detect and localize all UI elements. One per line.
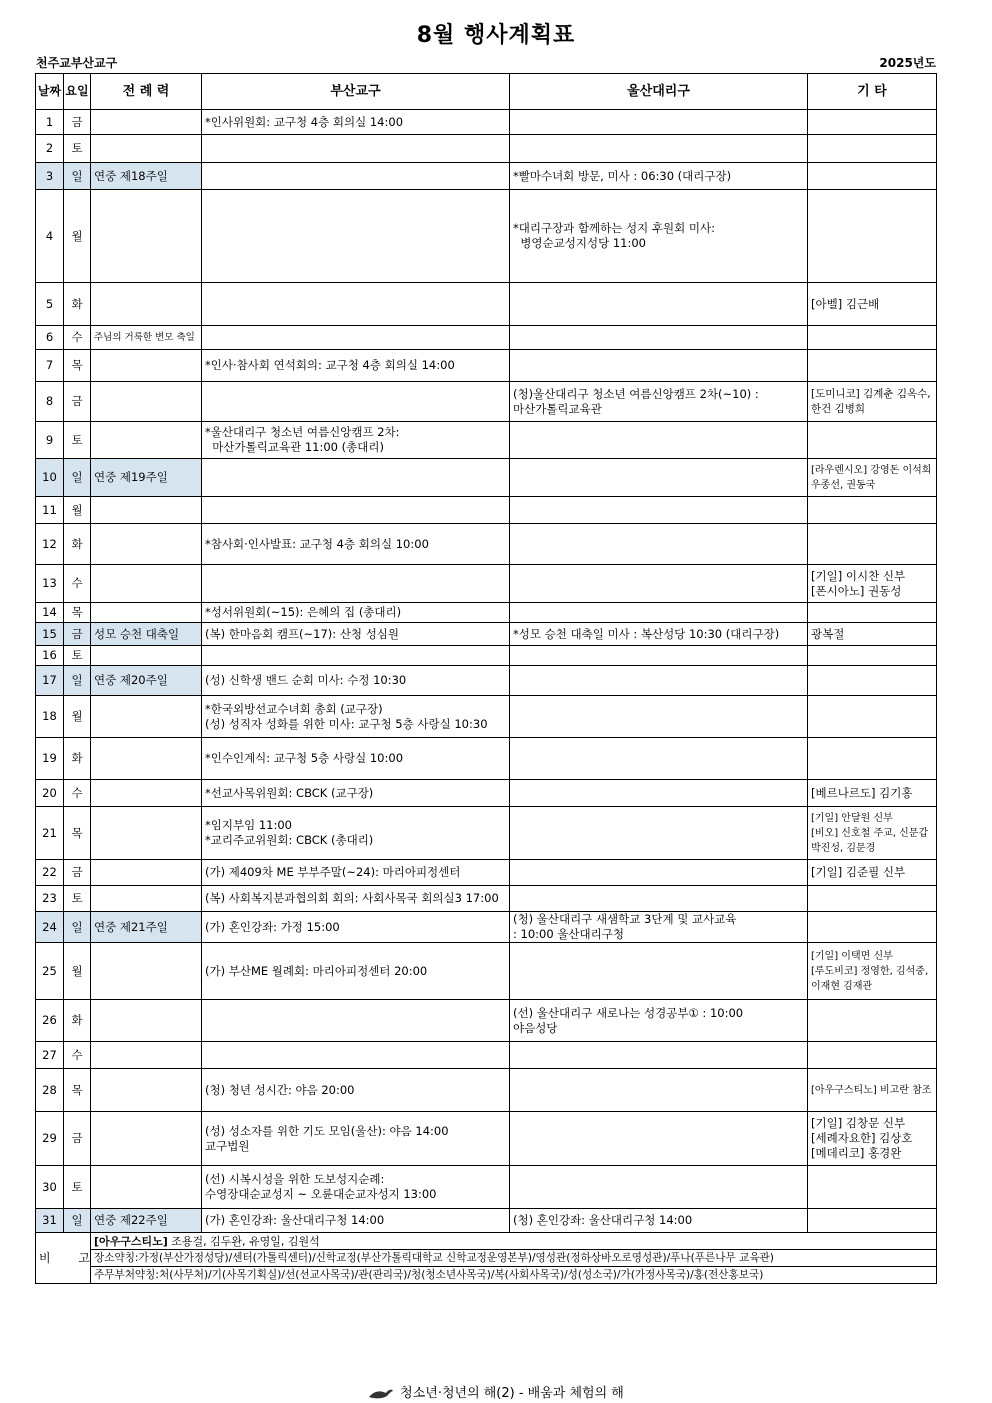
table-row xyxy=(36,350,937,382)
ulsan-cell: *성모 승천 대축일 미사 : 복산성당 10:30 (대리구장) xyxy=(510,623,808,646)
day-cell: 7 xyxy=(36,350,64,382)
etc-cell: [아벨] 김근배 xyxy=(808,283,937,326)
day-cell: 18 xyxy=(36,696,64,738)
day-cell: 30 xyxy=(36,1166,64,1209)
ulsan-cell xyxy=(510,110,808,135)
busan-cell: (선) 시복시성을 위한 도보성지순례: 수영장대순교성지 ~ 오륜대순교자성지 13:00 xyxy=(202,1166,510,1209)
liturgy-cell xyxy=(91,1000,202,1042)
busan-cell: (가) 제409차 ME 부부주말(~24): 마리아피정센터 xyxy=(202,860,510,886)
day-cell: 12 xyxy=(36,524,64,565)
liturgy-cell xyxy=(91,603,202,623)
day-cell: 21 xyxy=(36,807,64,860)
etc-cell xyxy=(808,696,937,738)
ulsan-cell: *빨마수녀회 방문, 미사 : 06:30 (대리구장) xyxy=(510,163,808,190)
busan-cell: *선교사목위원회: CBCK (교구장) xyxy=(202,780,510,807)
ulsan-cell xyxy=(510,738,808,780)
table-row xyxy=(36,1069,937,1112)
day-cell: 14 xyxy=(36,603,64,623)
day-cell: 6 xyxy=(36,326,64,350)
remarks-line-3: 주무부처약칭:처(사무처)/기(사목기획실)/선(선교사목국)/관(관리국)/청(청소년사목국)/복(사회사목국)/성(성소국)/가(가정사목국)/홍(전산홍보국) xyxy=(91,1267,937,1284)
ulsan-cell xyxy=(510,603,808,623)
day-cell: 15 xyxy=(36,623,64,646)
liturgy-cell: 주님의 거룩한 변모 축일 xyxy=(91,326,202,350)
etc-cell: [라우렌시오] 강영돈 이석희 우종선, 권동국 xyxy=(808,459,937,497)
etc-cell xyxy=(808,912,937,943)
table-row xyxy=(36,382,937,422)
table-row xyxy=(36,603,937,623)
schedule-table xyxy=(35,73,937,1284)
etc-cell: [기일] 이시찬 신부 [폰시아노] 권동성 xyxy=(808,565,937,603)
year-label: 2025년도 xyxy=(879,56,936,70)
liturgy-cell xyxy=(91,738,202,780)
table-row xyxy=(36,163,937,190)
liturgy-cell xyxy=(91,1042,202,1069)
busan-cell xyxy=(202,459,510,497)
weekday-cell: 월 xyxy=(64,190,91,283)
ulsan-cell xyxy=(510,943,808,1000)
etc-cell xyxy=(808,646,937,666)
weekday-cell: 수 xyxy=(64,780,91,807)
liturgy-cell xyxy=(91,646,202,666)
busan-cell: (성) 성소자를 위한 기도 모임(울산): 야음 14:00 교구법원 xyxy=(202,1112,510,1166)
busan-cell: (복) 사회복지분과협의회 회의: 사회사목국 회의실3 17:00 xyxy=(202,886,510,912)
etc-cell xyxy=(808,110,937,135)
ulsan-cell xyxy=(510,350,808,382)
weekday-cell: 화 xyxy=(64,1000,91,1042)
day-cell: 5 xyxy=(36,283,64,326)
etc-cell xyxy=(808,1000,937,1042)
liturgy-cell: 연중 제20주일 xyxy=(91,666,202,696)
liturgy-cell: 연중 제19주일 xyxy=(91,459,202,497)
weekday-cell: 토 xyxy=(64,1166,91,1209)
remarks-section xyxy=(36,1233,937,1284)
liturgy-cell xyxy=(91,422,202,459)
weekday-cell: 금 xyxy=(64,860,91,886)
etc-cell: 광복절 xyxy=(808,623,937,646)
day-cell: 22 xyxy=(36,860,64,886)
ulsan-cell xyxy=(510,886,808,912)
busan-cell xyxy=(202,497,510,524)
busan-cell xyxy=(202,190,510,283)
table-row xyxy=(36,283,937,326)
busan-cell xyxy=(202,646,510,666)
liturgy-cell xyxy=(91,696,202,738)
ulsan-cell xyxy=(510,646,808,666)
table-row xyxy=(36,780,937,807)
weekday-cell: 월 xyxy=(64,696,91,738)
ulsan-cell xyxy=(510,1042,808,1069)
table-row xyxy=(36,623,937,646)
table-row xyxy=(36,135,937,163)
busan-cell: *인사·참사회 연석회의: 교구청 4층 회의실 14:00 xyxy=(202,350,510,382)
busan-cell: (가) 혼인강좌: 가정 15:00 xyxy=(202,912,510,943)
day-cell: 4 xyxy=(36,190,64,283)
day-cell: 16 xyxy=(36,646,64,666)
table-row xyxy=(36,565,937,603)
table-row xyxy=(36,1209,937,1233)
ulsan-cell xyxy=(510,666,808,696)
etc-cell xyxy=(808,1042,937,1069)
liturgy-cell: 성모 승천 대축일 xyxy=(91,623,202,646)
weekday-cell: 월 xyxy=(64,943,91,1000)
etc-cell: [도미니코] 김계춘 김옥수, 한건 김병희 xyxy=(808,382,937,422)
busan-cell: *인수인계식: 교구청 5층 사랑실 10:00 xyxy=(202,738,510,780)
liturgy-cell xyxy=(91,860,202,886)
etc-cell xyxy=(808,738,937,780)
liturgy-cell xyxy=(91,135,202,163)
remarks-feast-name: [아우구스티노] xyxy=(94,1234,168,1248)
footer-slogan: 청소년·청년의 해(2) - 배움과 체험의 해 xyxy=(400,1386,624,1401)
weekday-cell: 월 xyxy=(64,497,91,524)
etc-cell xyxy=(808,135,937,163)
table-row xyxy=(36,190,937,283)
etc-cell: [기일] 이택면 신부 [루도비코] 정영한, 김석중, 이재현 김재관 xyxy=(808,943,937,1000)
day-cell: 9 xyxy=(36,422,64,459)
liturgy-cell xyxy=(91,886,202,912)
liturgy-cell xyxy=(91,350,202,382)
day-cell: 10 xyxy=(36,459,64,497)
organization-name: 천주교부산교구 xyxy=(36,56,118,70)
day-cell: 28 xyxy=(36,1069,64,1112)
day-cell: 19 xyxy=(36,738,64,780)
table-row xyxy=(36,912,937,943)
busan-cell: *참사회·인사발표: 교구청 4층 회의실 10:00 xyxy=(202,524,510,565)
etc-cell: [베르나르도] 김기홍 xyxy=(808,780,937,807)
day-cell: 13 xyxy=(36,565,64,603)
remarks-line-1 xyxy=(91,1233,937,1250)
table-row xyxy=(36,459,937,497)
table-row xyxy=(36,1112,937,1166)
table-row xyxy=(36,524,937,565)
etc-cell xyxy=(808,603,937,623)
weekday-cell: 목 xyxy=(64,807,91,860)
table-row xyxy=(36,807,937,860)
remarks-label: 비 고 xyxy=(36,1233,91,1284)
ulsan-cell xyxy=(510,422,808,459)
liturgy-cell xyxy=(91,780,202,807)
day-cell: 3 xyxy=(36,163,64,190)
ulsan-cell xyxy=(510,497,808,524)
footer xyxy=(0,1382,992,1401)
table-row xyxy=(36,738,937,780)
busan-cell: (가) 부산ME 월례회: 마리아피정센터 20:00 xyxy=(202,943,510,1000)
day-cell: 11 xyxy=(36,497,64,524)
weekday-cell: 일 xyxy=(64,666,91,696)
header-ulsan: 울산대리구 xyxy=(510,74,808,110)
weekday-cell: 수 xyxy=(64,565,91,603)
liturgy-cell xyxy=(91,1166,202,1209)
liturgy-cell: 연중 제21주일 xyxy=(91,912,202,943)
etc-cell xyxy=(808,1209,937,1233)
ulsan-cell: *대리구장과 함께하는 성지 후원회 미사: 병영순교성지성당 11:00 xyxy=(510,190,808,283)
busan-cell: *한국외방선교수녀회 총회 (교구장) (성) 성직자 성화를 위한 미사: 교구청 5층 사랑실 10:30 xyxy=(202,696,510,738)
liturgy-cell xyxy=(91,497,202,524)
busan-cell: (청) 청년 성시간: 야음 20:00 xyxy=(202,1069,510,1112)
weekday-cell: 토 xyxy=(64,422,91,459)
etc-cell xyxy=(808,886,937,912)
etc-cell: [기일] 안달원 신부 [비오] 신호철 주교, 신문갑 박진성, 김문경 xyxy=(808,807,937,860)
schedule-body xyxy=(36,110,937,1233)
ulsan-cell xyxy=(510,1166,808,1209)
ulsan-cell xyxy=(510,135,808,163)
day-cell: 31 xyxy=(36,1209,64,1233)
busan-cell xyxy=(202,135,510,163)
table-row xyxy=(36,886,937,912)
table-header-row xyxy=(36,74,937,110)
weekday-cell: 목 xyxy=(64,603,91,623)
busan-cell xyxy=(202,163,510,190)
ulsan-cell xyxy=(510,459,808,497)
liturgy-cell: 연중 제18주일 xyxy=(91,163,202,190)
day-cell: 17 xyxy=(36,666,64,696)
day-cell: 29 xyxy=(36,1112,64,1166)
liturgy-cell xyxy=(91,565,202,603)
header-day: 날짜 xyxy=(36,74,64,110)
table-row xyxy=(36,326,937,350)
table-row xyxy=(36,497,937,524)
busan-cell: (복) 한마음회 캠프(~17): 산청 성심원 xyxy=(202,623,510,646)
table-row xyxy=(36,860,937,886)
busan-cell: *성서위원회(~15): 은혜의 집 (총대리) xyxy=(202,603,510,623)
weekday-cell: 수 xyxy=(64,1042,91,1069)
weekday-cell: 금 xyxy=(64,110,91,135)
busan-cell: *울산대리구 청소년 여름신앙캠프 2차: 마산가톨릭교육관 11:00 (총대리) xyxy=(202,422,510,459)
liturgy-cell xyxy=(91,110,202,135)
day-cell: 1 xyxy=(36,110,64,135)
liturgy-cell xyxy=(91,1112,202,1166)
table-row xyxy=(36,646,937,666)
liturgy-cell xyxy=(91,190,202,283)
liturgy-cell xyxy=(91,524,202,565)
busan-cell: *인사위원회: 교구청 4층 회의실 14:00 xyxy=(202,110,510,135)
ulsan-cell xyxy=(510,1112,808,1166)
liturgy-cell xyxy=(91,943,202,1000)
liturgy-cell xyxy=(91,382,202,422)
day-cell: 23 xyxy=(36,886,64,912)
ulsan-cell xyxy=(510,860,808,886)
table-row xyxy=(36,1166,937,1209)
weekday-cell: 일 xyxy=(64,1209,91,1233)
weekday-cell: 토 xyxy=(64,135,91,163)
busan-cell: *임지부임 11:00 *교리주교위원회: CBCK (총대리) xyxy=(202,807,510,860)
weekday-cell: 목 xyxy=(64,1069,91,1112)
weekday-cell: 화 xyxy=(64,283,91,326)
busan-cell xyxy=(202,382,510,422)
ulsan-cell xyxy=(510,524,808,565)
header-etc: 기 타 xyxy=(808,74,937,110)
liturgy-cell xyxy=(91,1069,202,1112)
busan-cell: (가) 혼인강좌: 울산대리구청 14:00 xyxy=(202,1209,510,1233)
ulsan-cell: (선) 울산대리구 새로나는 성경공부① : 10:00 야음성당 xyxy=(510,1000,808,1042)
etc-cell xyxy=(808,326,937,350)
liturgy-cell xyxy=(91,807,202,860)
remarks-feast-people: 조용걸, 김두완, 유영일, 김원석 xyxy=(167,1234,320,1248)
weekday-cell: 화 xyxy=(64,524,91,565)
weekday-cell: 토 xyxy=(64,886,91,912)
etc-cell xyxy=(808,497,937,524)
weekday-cell: 금 xyxy=(64,623,91,646)
table-row xyxy=(36,1042,937,1069)
table-row xyxy=(36,696,937,738)
ulsan-cell: (청) 혼인강좌: 울산대리구청 14:00 xyxy=(510,1209,808,1233)
table-row xyxy=(36,110,937,135)
etc-cell xyxy=(808,1166,937,1209)
busan-cell xyxy=(202,1042,510,1069)
ulsan-cell xyxy=(510,565,808,603)
ulsan-cell xyxy=(510,326,808,350)
table-row xyxy=(36,1000,937,1042)
weekday-cell: 목 xyxy=(64,350,91,382)
weekday-cell: 일 xyxy=(64,912,91,943)
weekday-cell: 화 xyxy=(64,738,91,780)
day-cell: 26 xyxy=(36,1000,64,1042)
busan-cell xyxy=(202,283,510,326)
busan-cell xyxy=(202,326,510,350)
day-cell: 25 xyxy=(36,943,64,1000)
header-weekday: 요일 xyxy=(64,74,91,110)
etc-cell: [기일] 김창문 신부 [세례자요한] 김상호 [메데리코] 홍경완 xyxy=(808,1112,937,1166)
table-row xyxy=(36,943,937,1000)
busan-cell: (성) 신학생 밴드 순회 미사: 수정 10:30 xyxy=(202,666,510,696)
weekday-cell: 일 xyxy=(64,163,91,190)
weekday-cell: 금 xyxy=(64,1112,91,1166)
ulsan-cell: (청)울산대리구 청소년 여름신앙캠프 2차(~10) : 마산가톨릭교육관 xyxy=(510,382,808,422)
busan-cell xyxy=(202,565,510,603)
weekday-cell: 토 xyxy=(64,646,91,666)
etc-cell: [아우구스티노] 비고란 참조 xyxy=(808,1069,937,1112)
ulsan-cell xyxy=(510,1069,808,1112)
table-row xyxy=(36,666,937,696)
etc-cell xyxy=(808,190,937,283)
day-cell: 2 xyxy=(36,135,64,163)
weekday-cell: 금 xyxy=(64,382,91,422)
etc-cell xyxy=(808,422,937,459)
dove-logo-icon xyxy=(368,1387,394,1401)
ulsan-cell xyxy=(510,283,808,326)
table-row xyxy=(36,422,937,459)
day-cell: 20 xyxy=(36,780,64,807)
ulsan-cell xyxy=(510,696,808,738)
etc-cell xyxy=(808,350,937,382)
ulsan-cell xyxy=(510,807,808,860)
weekday-cell: 일 xyxy=(64,459,91,497)
etc-cell xyxy=(808,163,937,190)
header-liturgy: 전 례 력 xyxy=(91,74,202,110)
etc-cell: [기일] 김준필 신부 xyxy=(808,860,937,886)
etc-cell xyxy=(808,524,937,565)
busan-cell xyxy=(202,1000,510,1042)
day-cell: 24 xyxy=(36,912,64,943)
weekday-cell: 수 xyxy=(64,326,91,350)
header-busan: 부산교구 xyxy=(202,74,510,110)
ulsan-cell xyxy=(510,780,808,807)
page-title: 8월 행사계획표 xyxy=(416,23,576,48)
day-cell: 8 xyxy=(36,382,64,422)
liturgy-cell: 연중 제22주일 xyxy=(91,1209,202,1233)
remarks-line-2: 장소약칭:가정(부산가정성당)/센터(가톨릭센터)/신학교정(부산가톨릭대학교 신학교정운영본부)/영성관(정하상바오로영성관)/푸나(푸른나무 교육관) xyxy=(91,1250,937,1267)
liturgy-cell xyxy=(91,283,202,326)
ulsan-cell: (청) 울산대리구 새샘학교 3단계 및 교사교육 : 10:00 울산대리구청 xyxy=(510,912,808,943)
etc-cell xyxy=(808,666,937,696)
day-cell: 27 xyxy=(36,1042,64,1069)
